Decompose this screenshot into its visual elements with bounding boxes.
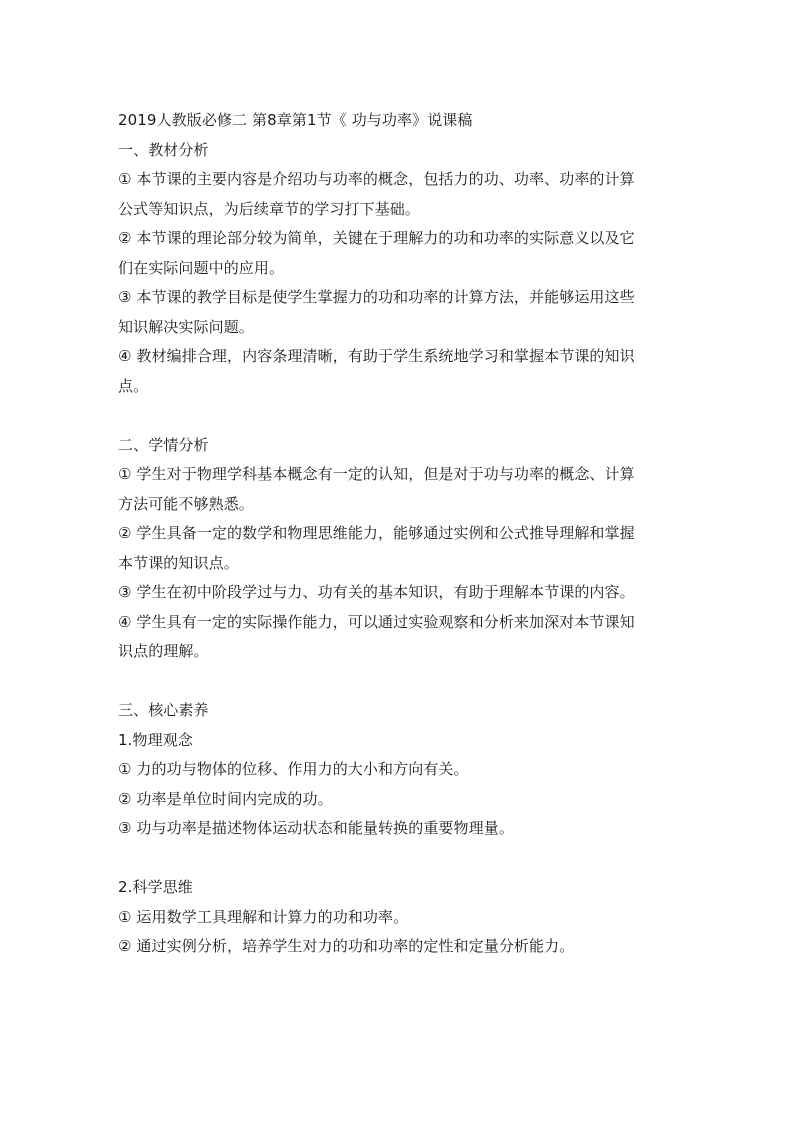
paragraph-line: ③ 功与功率是描述物体运动状态和能量转换的重要物理量。 (118, 819, 514, 837)
paragraph-line: ③ 本节课的教学目标是使学生掌握力的功和功率的计算方法，并能够运用这些 (118, 288, 635, 306)
section-heading-student-analysis: 二、学情分析 (118, 435, 209, 454)
paragraph-line: ② 功率是单位时间内完成的功。 (118, 789, 333, 808)
paragraph-line: ① 本节课的主要内容是介绍功与功率的概念，包括力的功、功率、功率的计算 (118, 170, 635, 188)
paragraph-line: ① 运用数学工具理解和计算力的功和功率。 (118, 907, 409, 926)
paragraph-line: 识点的理解。 (118, 642, 209, 660)
blank-line (118, 401, 678, 431)
blank-line (118, 667, 678, 697)
paragraph-line: ① 学生对于物理学科基本概念有一定的认知，但是对于功与功率的概念、计算 (118, 465, 635, 483)
section-heading-core-literacy: 三、核心素养 (118, 701, 209, 719)
paragraph-line: 知识解决实际问题。 (118, 317, 254, 336)
paragraph-line: ④ 教材编排合理，内容条理清晰，有助于学生系统地学习和掌握本节课的知识 (118, 347, 635, 365)
paragraph-line: 公式等知识点，为后续章节的学习打下基础。 (118, 199, 421, 218)
blank-line (118, 844, 678, 874)
paragraph-line: ② 学生具备一定的数学和物理思维能力，能够通过实例和公式推导理解和掌握 (118, 524, 635, 542)
paragraph-line: ③ 学生在初中阶段学过与力、功有关的基本知识，有助于理解本节课的内容。 (118, 583, 635, 601)
document-title: 2019人教版必修二 第8章第1节《 功与功率》说课稿 (118, 111, 473, 129)
paragraph-line: 方法可能不够熟悉。 (118, 494, 254, 513)
subsection-heading-scientific-thinking: 2.科学思维 (118, 878, 193, 896)
section-heading-textbook-analysis: 一、教材分析 (118, 140, 209, 159)
paragraph-line: ① 力的功与物体的位移、作用力的大小和方向有关。 (118, 760, 469, 778)
paragraph-line: 点。 (118, 376, 149, 395)
paragraph-line: 本节课的知识点。 (118, 553, 239, 572)
document-page (118, 106, 678, 962)
paragraph-line: 们在实际问题中的应用。 (118, 258, 285, 277)
paragraph-line: ② 通过实例分析，培养学生对力的功和功率的定性和定量分析能力。 (118, 937, 575, 955)
subsection-heading-physics-concept: 1.物理观念 (118, 730, 193, 749)
paragraph-line: ② 本节课的理论部分较为简单，关键在于理解力的功和功率的实际意义以及它 (118, 229, 635, 247)
paragraph-line: ④ 学生具有一定的实际操作能力，可以通过实验观察和分析来加深对本节课知 (118, 612, 635, 631)
